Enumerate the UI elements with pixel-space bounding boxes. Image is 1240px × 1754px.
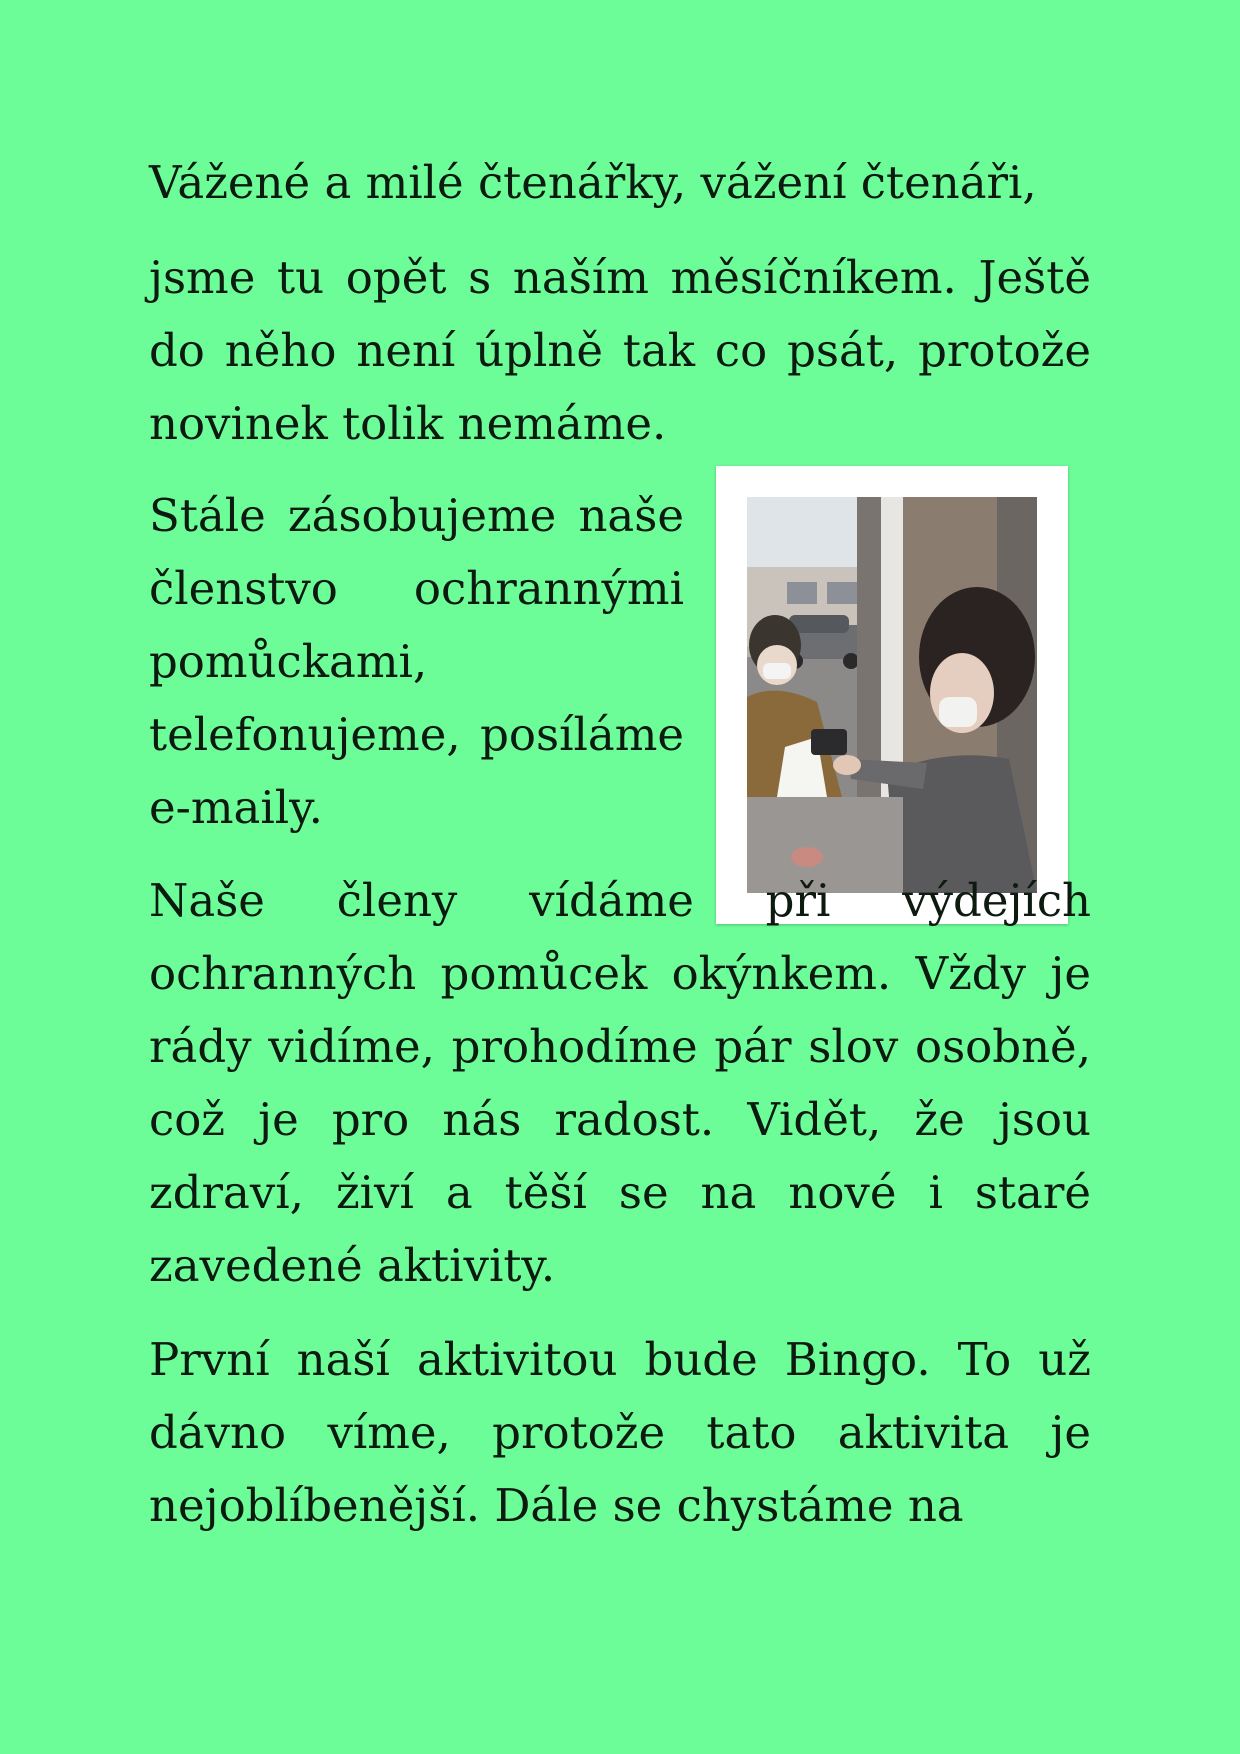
paragraph-supplies: Stále zásobujeme naše členstvo ochrannými pomůckami, telefonujeme, posíláme e-maily.	[149, 489, 684, 834]
window-handover-photo	[747, 497, 1037, 893]
paragraph-bingo	[149, 1323, 1091, 1542]
photo-frame	[716, 466, 1068, 924]
letter-greeting: Vážené a milé čtenářky, vážení čtenáři,	[149, 156, 1037, 209]
paragraph-window-distribution: Naše členy vídáme při výdejích ochranných pomůcek okýnkem. Vždy je rády vidíme, prohodíme pár slov osobně, což je pro nás radost. Vidět, že jsou zdraví, živí a těší se na nové i staré zavedené aktivity.	[149, 874, 1091, 1292]
paragraph-intro: jsme tu opět s naším měsíčníkem. Ještě do něho není úplně tak co psát, protože novinek tolik nemáme.	[149, 251, 1091, 450]
paragraph-bingo-text: První naší aktivitou bude Bingo. To už dávno víme, protože tato aktivita je nejoblíbenější. Dále se chystáme na	[149, 1333, 1091, 1532]
